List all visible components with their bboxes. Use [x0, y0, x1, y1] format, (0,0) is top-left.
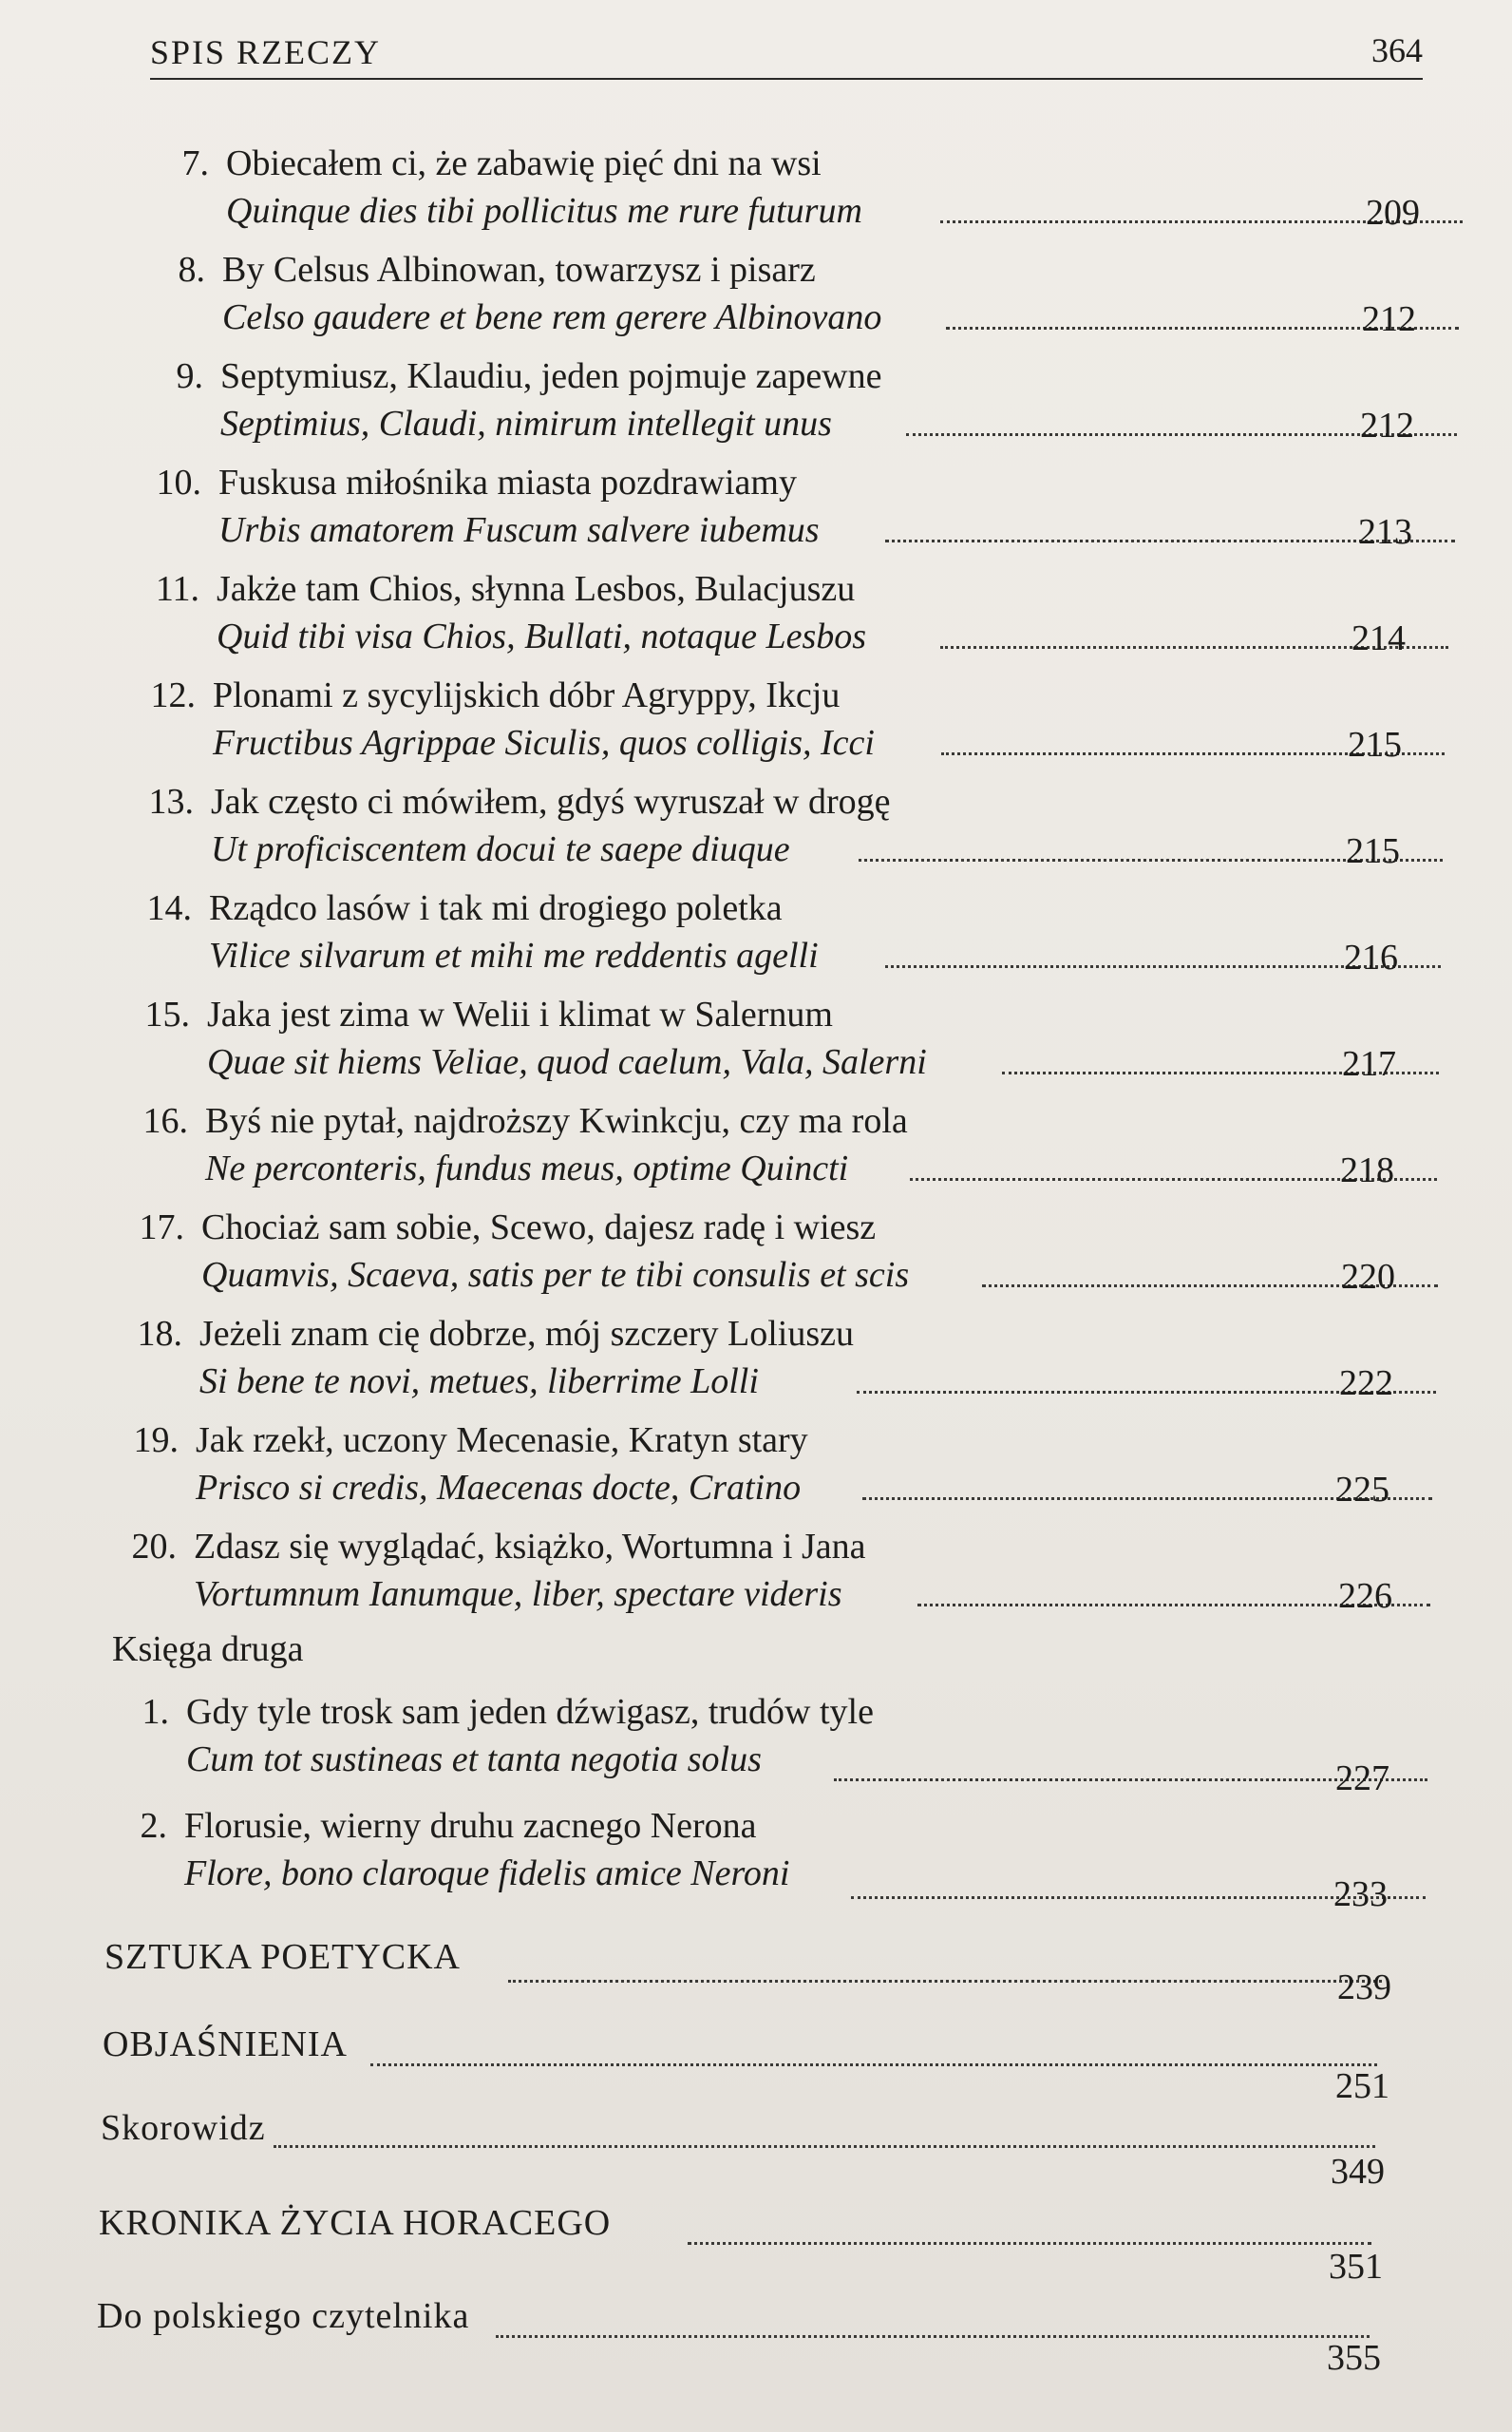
entry-polish-title: Florusie, wierny druhu zacnego Nerona: [184, 1806, 757, 1846]
entry-number: 1.: [142, 1692, 169, 1732]
entry-page-number: 212: [1362, 299, 1416, 339]
dot-leader: [688, 2242, 1371, 2245]
header-title: SPIS RZECZY: [150, 33, 382, 71]
toc-entry: [116, 1311, 1393, 1406]
entry-polish-title: Jak rzekł, uczony Mecenasie, Kratyn stary: [196, 1420, 808, 1460]
dot-leader: [508, 1980, 1382, 1983]
entry-polish-title: Rządco lasów i tak mi drogiego poletka: [209, 888, 783, 928]
entry-page-number: 217: [1342, 1044, 1396, 1084]
section-page-number: 349: [1331, 2152, 1385, 2192]
entry-latin-title: Ne perconteris, fundus meus, optime Quincti: [205, 1149, 849, 1188]
entry-polish-title: Obiecałem ci, że zabawię pięć dni na wsi: [226, 143, 822, 183]
section-title: SZTUKA POETYCKA: [104, 1937, 461, 1977]
entry-number: 18.: [137, 1314, 182, 1354]
entry-number: 20.: [131, 1527, 177, 1567]
toc-section: [101, 2105, 1385, 2192]
entry-number: 11.: [155, 569, 199, 609]
entry-page-number: 213: [1358, 512, 1412, 552]
entry-page-number: 215: [1348, 725, 1402, 765]
entry-page-number: 226: [1338, 1576, 1392, 1616]
entry-polish-title: Zdasz się wyglądać, książko, Wortumna i Jana: [194, 1527, 866, 1567]
dot-leader: [496, 2335, 1370, 2338]
section-page-number: 239: [1337, 1967, 1391, 2007]
toc-entry: [101, 1803, 1388, 1914]
section-title: OBJAŚNIENIA: [103, 2024, 348, 2064]
entry-latin-title: Vilice silvarum et mihi me reddentis agelli: [209, 936, 819, 976]
entry-latin-title: Quamvis, Scaeva, satis per te tibi consulis et scis: [201, 1255, 910, 1295]
entry-latin-title: Ut proficiscentem docui te saepe diuque: [211, 829, 790, 869]
toc-entry: [139, 247, 1416, 342]
entry-polish-title: Plonami z sycylijskich dóbr Agryppy, Ikcju: [213, 675, 841, 715]
entry-page-number: 233: [1333, 1874, 1388, 1914]
entry-latin-title: Celso gaudere et bene rem gerere Albinovano: [222, 297, 882, 337]
toc-section: [97, 2293, 1381, 2378]
section-title: KRONIKA ŻYCIA HORACEGO: [99, 2203, 612, 2243]
toc-section: [104, 1934, 1391, 2007]
entry-latin-title: Quae sit hiems Veliae, quod caelum, Vala, Salerni: [207, 1042, 927, 1082]
entry-polish-title: Fuskusa miłośnika miasta pozdrawiamy: [218, 463, 797, 503]
toc-entry: [103, 1689, 1389, 1798]
entry-page-number: 214: [1351, 618, 1406, 658]
entry-page-number: 216: [1344, 938, 1398, 978]
entry-latin-title: Quinque dies tibi pollicitus me rure futurum: [226, 191, 862, 231]
section-page-number: 355: [1327, 2338, 1381, 2378]
entry-latin-title: Cum tot sustineas et tanta negotia solus: [186, 1739, 762, 1779]
dot-leader: [370, 2063, 1377, 2066]
entry-latin-title: Vortumnum Ianumque, liber, spectare videris: [194, 1574, 842, 1614]
toc-entry: [118, 1205, 1395, 1300]
entry-number: 2.: [140, 1806, 167, 1846]
entry-polish-title: Byś nie pytał, najdroższy Kwinkcju, czy ma rola: [205, 1101, 908, 1141]
entry-page-number: 209: [1366, 193, 1420, 233]
entry-number: 10.: [156, 463, 201, 503]
toc-entry: [142, 141, 1420, 236]
dot-leader: [274, 2145, 1375, 2148]
entry-latin-title: Prisco si credis, Maecenas docte, Cratino: [196, 1468, 802, 1508]
entry-polish-title: Chociaż sam sobie, Scewo, dajesz radę i wiesz: [201, 1207, 877, 1247]
entry-number: 8.: [178, 250, 205, 290]
entry-latin-title: Fructibus Agrippae Siculis, quos colligis, Icci: [213, 723, 875, 763]
entry-number: 7.: [181, 143, 209, 183]
entry-polish-title: Jakże tam Chios, słynna Lesbos, Bulacjuszu: [217, 569, 856, 609]
section-title: Do polskiego czytelnika: [97, 2296, 470, 2336]
header-page-number: 364: [1371, 31, 1423, 69]
toc-entry: [112, 1417, 1389, 1512]
running-header: [150, 28, 1423, 80]
entry-page-number: 218: [1340, 1150, 1394, 1190]
entry-latin-title: Si bene te novi, metues, liberrime Lolli: [199, 1361, 759, 1401]
entry-page-number: 212: [1360, 406, 1414, 446]
toc-entry: [137, 353, 1414, 448]
section-title: Skorowidz: [101, 2108, 266, 2148]
section-page-number: 351: [1329, 2247, 1383, 2287]
book-heading: Księga druga: [112, 1629, 304, 1669]
entry-latin-title: Quid tibi visa Chios, Bullati, notaque Lesbos: [217, 617, 867, 656]
toc-entry: [135, 460, 1412, 555]
entry-latin-title: Septimius, Claudi, nimirum intellegit unus: [220, 404, 832, 444]
toc-entry: [110, 1524, 1392, 1619]
entry-number: 13.: [148, 782, 194, 822]
entry-polish-title: By Celsus Albinowan, towarzysz i pisarz: [222, 250, 816, 290]
toc-entry: [125, 885, 1403, 980]
toc-section: [103, 2022, 1389, 2106]
entry-latin-title: Urbis amatorem Fuscum salvere iubemus: [218, 510, 820, 550]
section-page-number: 251: [1335, 2066, 1389, 2106]
entry-polish-title: Jaka jest zima w Welii i klimat w Salernum: [207, 995, 833, 1035]
toc-section: [99, 2200, 1383, 2287]
entry-number: 16.: [142, 1101, 188, 1141]
entry-page-number: 225: [1335, 1470, 1389, 1510]
entry-page-number: 215: [1346, 831, 1400, 871]
entry-number: 15.: [144, 995, 190, 1035]
entry-polish-title: Septymiusz, Klaudiu, jeden pojmuje zapewne: [220, 356, 882, 396]
entry-number: 12.: [150, 675, 196, 715]
entry-number: 14.: [146, 888, 192, 928]
toc-entry: [129, 673, 1407, 768]
entry-polish-title: Jeżeli znam cię dobrze, mój szczery Loliuszu: [199, 1314, 854, 1354]
entry-page-number: 222: [1339, 1363, 1393, 1403]
toc-entry: [127, 779, 1405, 874]
entry-polish-title: Jak często ci mówiłem, gdyś wyruszał w drogę: [211, 782, 891, 822]
entry-number: 9.: [176, 356, 203, 396]
toc-entry: [133, 566, 1410, 661]
toc-entry: [123, 992, 1401, 1087]
entry-page-number: 227: [1335, 1758, 1389, 1798]
toc-entry: [122, 1098, 1399, 1193]
entry-latin-title: Flore, bono claroque fidelis amice Neroni: [184, 1853, 790, 1893]
entry-page-number: 220: [1341, 1257, 1395, 1297]
entry-polish-title: Gdy tyle trosk sam jeden dźwigasz, trudów tyle: [186, 1692, 874, 1732]
entry-number: 17.: [139, 1207, 184, 1247]
entry-number: 19.: [133, 1420, 179, 1460]
